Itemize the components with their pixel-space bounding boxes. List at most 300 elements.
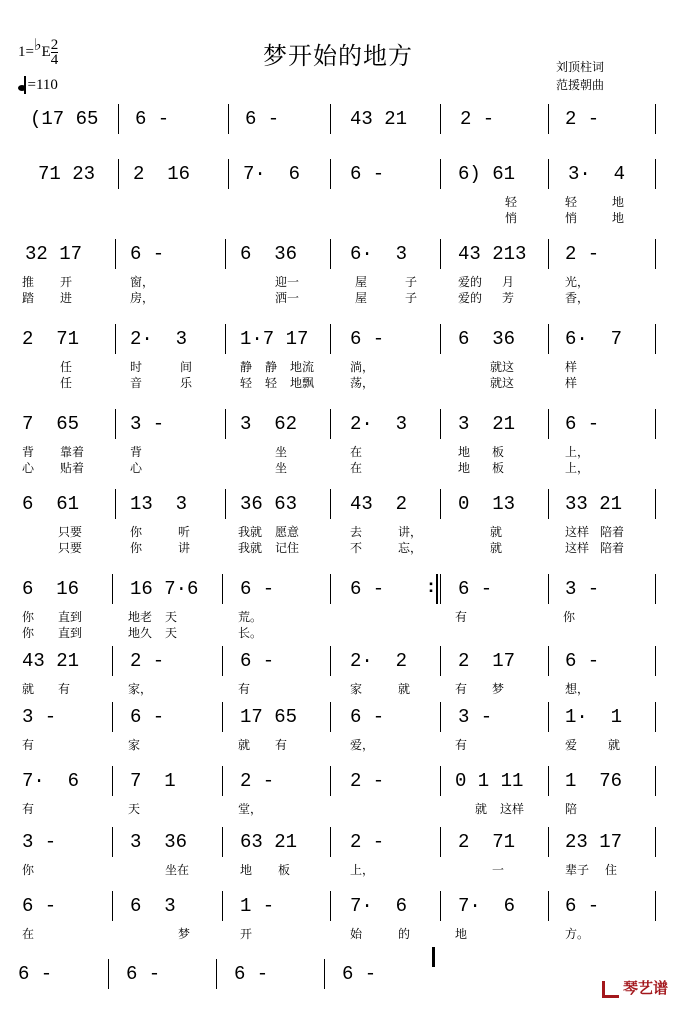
bar-line xyxy=(440,104,441,134)
lyric-word: 月 xyxy=(502,275,515,289)
bar-line xyxy=(330,891,331,921)
bar-line xyxy=(112,827,113,857)
bar-line xyxy=(118,159,119,189)
measure-notes: 1 - xyxy=(240,895,275,917)
lyric-word: 地飘 xyxy=(290,376,315,390)
bar-line xyxy=(112,646,113,676)
lyric-word: 始 xyxy=(350,927,363,941)
measure-notes: 6 - xyxy=(240,578,275,600)
measure-notes: 43 21 xyxy=(350,108,408,130)
bar-line xyxy=(330,409,331,439)
bar-line xyxy=(655,159,656,189)
lyric-word: 听 xyxy=(178,525,191,539)
bar-line xyxy=(112,702,113,732)
lyric-word: 房， xyxy=(130,291,155,305)
lyric-word: 就这 xyxy=(490,376,515,390)
measure-notes: 3· 4 xyxy=(568,163,626,185)
lyric-word: 芳 xyxy=(502,291,515,305)
lyric-word: 方。 xyxy=(565,927,590,941)
lyric-word: 贴着 xyxy=(60,461,85,475)
lyric-word: 去 xyxy=(350,525,363,539)
measure-notes: 2 - xyxy=(240,770,275,792)
lyric-word: 荒。 xyxy=(238,610,263,624)
bar-line xyxy=(655,409,656,439)
lyric-word: 板 xyxy=(492,445,505,459)
lyric-word: 静 xyxy=(265,360,278,374)
measure-notes: 6) 61 xyxy=(458,163,516,185)
bar-line xyxy=(655,646,656,676)
measure-notes: 2 - xyxy=(350,831,385,853)
bar-line xyxy=(548,827,549,857)
lyric-word: 你 xyxy=(563,610,576,624)
bar-line xyxy=(548,159,549,189)
lyric-word: 轻 xyxy=(505,195,518,209)
lyric-word: 坐 xyxy=(275,445,288,459)
measure-notes: 7· 6 xyxy=(458,895,516,917)
bar-line xyxy=(548,574,549,604)
score-system xyxy=(0,823,676,883)
lyric-word: 家 xyxy=(350,682,363,696)
bar-line xyxy=(655,702,656,732)
measure-notes: 3 - xyxy=(22,706,57,728)
bar-line xyxy=(440,702,441,732)
score-system xyxy=(0,155,676,225)
lyric-word: 陪着 xyxy=(600,525,625,539)
lyric-word: 就 xyxy=(490,541,503,555)
lyric-word: 梦 xyxy=(492,682,505,696)
measure-notes: 2· 3 xyxy=(130,328,188,350)
measure-notes: 2 16 xyxy=(133,163,191,185)
lyric-word: 心 xyxy=(130,461,143,475)
page-title: 梦开始的地方 xyxy=(263,42,413,70)
score-system xyxy=(0,887,676,947)
measure-notes: 6 - xyxy=(245,108,280,130)
lyric-word: 样 xyxy=(565,360,578,374)
lyric-word: 这样 xyxy=(500,802,525,816)
lyric-word: 有 xyxy=(58,682,71,696)
measure-notes: 2 71 xyxy=(458,831,516,853)
bar-line xyxy=(330,239,331,269)
lyric-word: 陪着 xyxy=(600,541,625,555)
lyric-word: 就 xyxy=(238,738,251,752)
tempo-marking xyxy=(18,76,58,94)
lyric-word: 就 xyxy=(398,682,411,696)
lyric-word: 样 xyxy=(565,376,578,390)
bar-line xyxy=(108,959,109,989)
bar-line xyxy=(655,239,656,269)
measure-notes: 2 17 xyxy=(458,650,516,672)
lyric-word: 爱， xyxy=(350,738,375,752)
measure-notes: 2 - xyxy=(460,108,495,130)
measure-notes: 2 71 xyxy=(22,328,80,350)
lyric-word: 天 xyxy=(165,610,178,624)
measure-notes: 3 - xyxy=(130,413,165,435)
score-system xyxy=(0,320,676,390)
lyric-word: 悄 xyxy=(565,211,578,225)
bar-line xyxy=(222,766,223,796)
lyricist: 刘顶柱词 xyxy=(556,60,605,74)
bar-line xyxy=(330,646,331,676)
measure-notes: 6 - xyxy=(126,963,161,985)
lyric-word: 天 xyxy=(128,802,141,816)
lyric-word: 有 xyxy=(238,682,251,696)
lyric-word: 踏 xyxy=(22,291,35,305)
lyric-word: 子 xyxy=(405,275,418,289)
lyric-word: 就 xyxy=(608,738,621,752)
measure-notes: 6 - xyxy=(130,706,165,728)
bar-line xyxy=(440,489,441,519)
lyric-word: 只要 xyxy=(58,525,83,539)
measure-notes: 2 - xyxy=(130,650,165,672)
bar-line xyxy=(330,324,331,354)
lyric-word: 光， xyxy=(565,275,590,289)
measure-notes: 6 - xyxy=(135,108,170,130)
bar-line xyxy=(222,891,223,921)
bar-line xyxy=(222,646,223,676)
lyric-word: 迎一 xyxy=(275,275,300,289)
lyric-word: 不 xyxy=(350,541,363,555)
bar-line xyxy=(330,574,331,604)
lyric-word: 地 xyxy=(458,461,471,475)
lyric-word: 我就 xyxy=(238,525,263,539)
score-system xyxy=(0,235,676,305)
lyric-word: 地 xyxy=(455,927,468,941)
lyric-word: 地 xyxy=(458,445,471,459)
lyric-word: 任 xyxy=(60,360,73,374)
bar-line xyxy=(440,159,441,189)
measure-notes: 6 - xyxy=(130,243,165,265)
credits xyxy=(556,58,604,94)
measure-notes: 6 36 xyxy=(240,243,298,265)
measure-notes: 6 - xyxy=(350,328,385,350)
lyric-word: 有 xyxy=(455,682,468,696)
bar-line xyxy=(228,159,229,189)
score-system xyxy=(0,762,676,822)
lyric-word: 悄 xyxy=(505,211,518,225)
key-prefix: 1= xyxy=(18,43,34,60)
lyric-word: 开 xyxy=(60,275,73,289)
measure-notes: 3 36 xyxy=(130,831,188,853)
lyric-word: 想， xyxy=(565,682,590,696)
lyric-word: 洒一 xyxy=(275,291,300,305)
measure-notes: 3 21 xyxy=(458,413,516,435)
bar-line xyxy=(655,574,656,604)
measure-notes: 6· 7 xyxy=(565,328,623,350)
measure-notes: 6 - xyxy=(240,650,275,672)
lyric-word: 有 xyxy=(22,802,35,816)
lyric-word: 轻 xyxy=(240,376,253,390)
measure-notes: 7· 6 xyxy=(22,770,80,792)
lyric-word: 讲， xyxy=(398,525,423,539)
bar-line xyxy=(440,827,441,857)
measure-notes: 43 21 xyxy=(22,650,80,672)
bar-line xyxy=(655,324,656,354)
measure-notes: 6 61 xyxy=(22,493,80,515)
bar-line xyxy=(112,574,113,604)
bar-line xyxy=(655,104,656,134)
lyric-word: 只要 xyxy=(58,541,83,555)
bar-line xyxy=(118,104,119,134)
measure-notes: 6 - xyxy=(458,578,493,600)
lyric-word: 你 xyxy=(22,626,35,640)
score-system xyxy=(0,485,676,555)
lyric-word: 辈子 xyxy=(565,863,590,877)
lyric-word: 家， xyxy=(128,682,153,696)
lyric-word: 静 xyxy=(240,360,253,374)
lyric-word: 任 xyxy=(60,376,73,390)
bar-line xyxy=(548,409,549,439)
measure-notes: 2· 3 xyxy=(350,413,408,435)
bar-line xyxy=(225,489,226,519)
lyric-word: 窗， xyxy=(130,275,155,289)
lyric-word: 坐在 xyxy=(165,863,190,877)
measure-notes: (17 65 xyxy=(30,108,99,130)
bar-line xyxy=(548,239,549,269)
lyric-word: 的 xyxy=(398,927,411,941)
bar-line xyxy=(228,104,229,134)
measure-notes: 6· 3 xyxy=(350,243,408,265)
measure-notes: 71 23 xyxy=(38,163,96,185)
lyric-word: 堂， xyxy=(238,802,263,816)
measure-notes: 3 - xyxy=(458,706,493,728)
lyric-word: 在 xyxy=(22,927,35,941)
lyric-word: 地久 xyxy=(128,626,153,640)
measure-notes: 0 1 11 xyxy=(455,770,524,792)
lyric-word: 香， xyxy=(565,291,590,305)
lyric-word: 上， xyxy=(565,461,590,475)
lyric-word: 陪 xyxy=(565,802,578,816)
measure-notes: 23 17 xyxy=(565,831,623,853)
measure-notes: 17 65 xyxy=(240,706,298,728)
lyric-word: 记住 xyxy=(275,541,300,555)
measure-notes: 36 63 xyxy=(240,493,298,515)
measure-notes: 3 - xyxy=(565,578,600,600)
lyric-word: 忘， xyxy=(398,541,423,555)
lyric-word: 地 xyxy=(240,863,253,877)
lyric-word: 直到 xyxy=(58,626,83,640)
lyric-word: 你 xyxy=(22,863,35,877)
bar-line xyxy=(548,646,549,676)
bar-line xyxy=(548,891,549,921)
measure-notes: 6 - xyxy=(22,895,57,917)
lyric-word: 轻 xyxy=(265,376,278,390)
lyric-word: 轻 xyxy=(565,195,578,209)
bar-line xyxy=(655,766,656,796)
lyric-word: 乐 xyxy=(180,376,193,390)
lyric-word: 屋 xyxy=(355,291,368,305)
measure-notes: 3 62 xyxy=(240,413,298,435)
bar-line xyxy=(225,409,226,439)
time-signature: $\frac{2}{4}$ xyxy=(50,37,59,68)
lyric-word: 这样 xyxy=(565,525,590,539)
bar-line xyxy=(548,702,549,732)
lyric-word: 开 xyxy=(240,927,253,941)
bar-line xyxy=(440,324,441,354)
lyric-word: 住 xyxy=(605,863,618,877)
score-system xyxy=(0,405,676,475)
score-system xyxy=(0,100,676,160)
lyric-word: 在 xyxy=(350,445,363,459)
bar-line xyxy=(548,104,549,134)
lyric-word: 梦 xyxy=(178,927,191,941)
lyric-word: 间 xyxy=(180,360,193,374)
lyric-word: 家 xyxy=(128,738,141,752)
lyric-word: 爱的 xyxy=(458,275,483,289)
lyric-word: 地流 xyxy=(290,360,315,374)
lyric-word: 子 xyxy=(405,291,418,305)
lyric-word: 直到 xyxy=(58,610,83,624)
lyric-word: 就 xyxy=(490,525,503,539)
measure-notes: 3 - xyxy=(22,831,57,853)
measure-notes: 32 17 xyxy=(25,243,83,265)
bar-line xyxy=(655,827,656,857)
measure-notes: 1·7 17 xyxy=(240,328,309,350)
lyric-word: 有 xyxy=(275,738,288,752)
lyric-word: 音 xyxy=(130,376,143,390)
lyric-word: 就这 xyxy=(490,360,515,374)
bar-line xyxy=(440,409,441,439)
measure-notes: 6 3 xyxy=(130,895,176,917)
lyric-word: 板 xyxy=(278,863,291,877)
lyric-word: 屋 xyxy=(355,275,368,289)
measure-notes: 63 21 xyxy=(240,831,298,853)
lyric-word: 有 xyxy=(455,738,468,752)
measure-notes: 6 - xyxy=(350,706,385,728)
lyric-word: 你 xyxy=(130,541,143,555)
lyric-word: 我就 xyxy=(238,541,263,555)
bar-line xyxy=(222,827,223,857)
key-note: E xyxy=(41,43,51,60)
measure-notes: 7 65 xyxy=(22,413,80,435)
lyric-word: 背 xyxy=(130,445,143,459)
bar-line xyxy=(548,324,549,354)
bar-line xyxy=(330,104,331,134)
measure-notes: 6 - xyxy=(350,578,385,600)
bar-line xyxy=(548,766,549,796)
measure-notes: 6 - xyxy=(350,163,385,185)
measure-notes: 6 36 xyxy=(458,328,516,350)
measure-notes: 2· 2 xyxy=(350,650,408,672)
measure-notes: 33 21 xyxy=(565,493,623,515)
measure-notes: 16 7·6 xyxy=(130,578,199,600)
bar-line xyxy=(115,324,116,354)
lyric-word: 有 xyxy=(455,610,468,624)
bar-line xyxy=(330,159,331,189)
bar-line xyxy=(330,702,331,732)
lyric-word: 淌， xyxy=(350,360,375,374)
lyric-word: 坐 xyxy=(275,461,288,475)
bar-line xyxy=(115,239,116,269)
score-system xyxy=(0,698,676,758)
logo-icon xyxy=(602,981,619,998)
measure-notes: 2 - xyxy=(565,108,600,130)
bar-line xyxy=(330,766,331,796)
bar-line xyxy=(330,489,331,519)
flat-icon: ♭ xyxy=(33,36,42,54)
bar-line xyxy=(216,959,217,989)
bar-line xyxy=(115,409,116,439)
measure-notes: 6 - xyxy=(18,963,53,985)
lyric-word: 时 xyxy=(130,360,143,374)
bar-line xyxy=(440,766,441,796)
lyric-word: 爱的 xyxy=(458,291,483,305)
lyric-word: 心 xyxy=(22,461,35,475)
measure-notes: 2 - xyxy=(350,770,385,792)
bar-line xyxy=(115,489,116,519)
bar-line xyxy=(225,239,226,269)
lyric-word: 一 xyxy=(492,863,505,877)
lyric-word: 地老 xyxy=(128,610,153,624)
lyric-word: 推 xyxy=(22,275,35,289)
bar-line xyxy=(548,489,549,519)
lyric-word: 这样 xyxy=(565,541,590,555)
lyric-word: 长。 xyxy=(238,626,263,640)
bar-line xyxy=(440,891,441,921)
measure-notes: 1 76 xyxy=(565,770,623,792)
bar-line xyxy=(225,324,226,354)
measure-notes: 6 - xyxy=(342,963,377,985)
lyric-word: 上， xyxy=(350,863,375,877)
bar-line xyxy=(324,959,325,989)
bar-line xyxy=(330,827,331,857)
lyric-word: 在 xyxy=(350,461,363,475)
lyric-word: 你 xyxy=(22,610,35,624)
key-signature xyxy=(18,38,58,67)
measure-notes: 7 1 xyxy=(130,770,176,792)
lyric-word: 进 xyxy=(60,291,73,305)
bar-line xyxy=(655,891,656,921)
lyric-word: 愿意 xyxy=(275,525,300,539)
lyric-word: 就 xyxy=(475,802,488,816)
measure-notes: 13 3 xyxy=(130,493,188,515)
lyric-word: 爱 xyxy=(565,738,578,752)
composer: 范援朝曲 xyxy=(556,78,605,92)
lyric-word: 讲 xyxy=(178,541,191,555)
lyric-word: 板 xyxy=(492,461,505,475)
bar-line xyxy=(112,766,113,796)
measure-notes: 7· 6 xyxy=(350,895,408,917)
watermark: 琴艺谱 xyxy=(602,977,668,998)
lyric-word: 靠着 xyxy=(60,445,85,459)
bar-line xyxy=(112,891,113,921)
score-system xyxy=(0,642,676,702)
lyric-word: 荡， xyxy=(350,376,375,390)
lyric-word: 有 xyxy=(22,738,35,752)
measure-notes: 6 16 xyxy=(22,578,80,600)
repeat-sign: : xyxy=(428,576,434,596)
tempo-value: =110 xyxy=(27,77,58,93)
measure-notes: 0 13 xyxy=(458,493,516,515)
measure-notes: 6 - xyxy=(565,413,600,435)
measure-notes: 43 213 xyxy=(458,243,527,265)
lyric-word: 天 xyxy=(165,626,178,640)
bar-line xyxy=(222,574,223,604)
lyric-word: 上， xyxy=(565,445,590,459)
bar-line xyxy=(440,646,441,676)
measure-notes: 1· 1 xyxy=(565,706,623,728)
bar-line xyxy=(222,702,223,732)
lyric-word: 你 xyxy=(130,525,143,539)
measure-notes: 7· 6 xyxy=(243,163,301,185)
measure-notes: 6 - xyxy=(234,963,269,985)
lyric-word: 背 xyxy=(22,445,35,459)
score-system xyxy=(0,570,676,640)
bar-line xyxy=(655,489,656,519)
lyric-word: 就 xyxy=(22,682,35,696)
measure-notes: 2 - xyxy=(565,243,600,265)
lyric-word: 地 xyxy=(612,211,625,225)
measure-notes: 6 - xyxy=(565,895,600,917)
